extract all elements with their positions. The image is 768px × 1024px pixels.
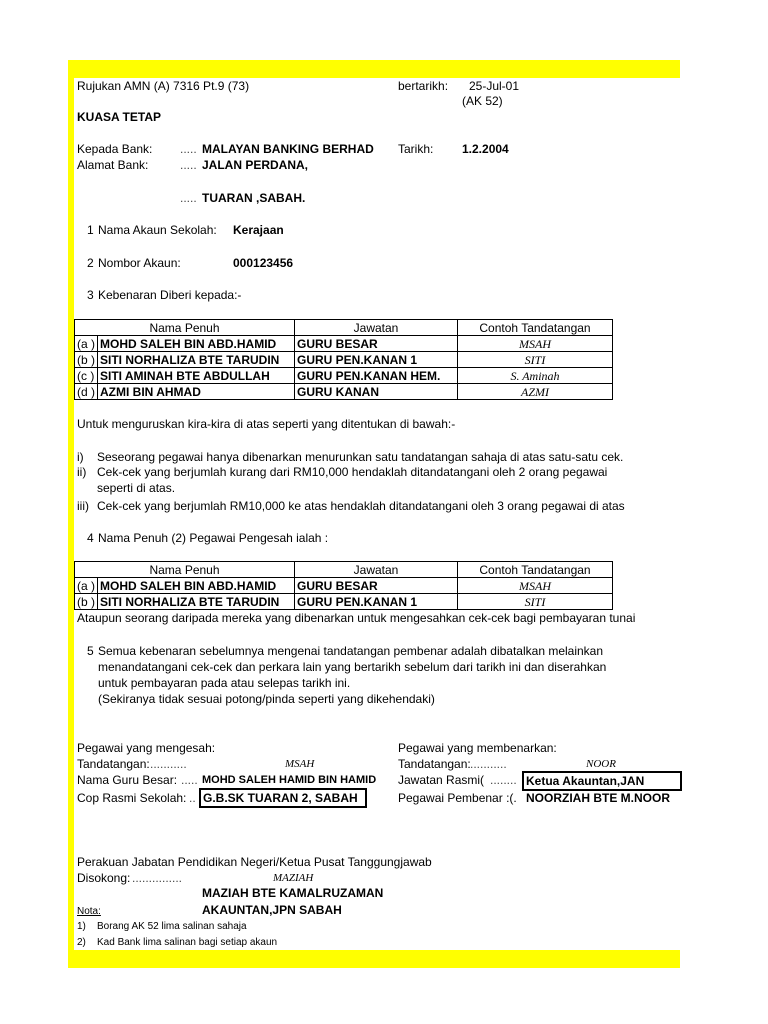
yellow-bottom-bar [68, 950, 680, 968]
position: GURU KANAN [295, 384, 458, 400]
row-index: (a ) [75, 578, 98, 594]
dots: ..... [180, 191, 197, 205]
signature-sample: AZMI [458, 384, 613, 400]
full-name: SITI NORHALIZA BTE TARUDIN [98, 352, 295, 368]
item-number: 2 [87, 256, 94, 270]
signature-sample: MSAH [458, 336, 613, 352]
position: GURU BESAR [295, 336, 458, 352]
signature-sample: SITI [458, 594, 613, 610]
verifying-officers-label: Nama Penuh (2) Pegawai Pengesah ialah : [98, 531, 329, 545]
row-index: (c ) [75, 368, 98, 384]
item-number: 1 [87, 223, 94, 237]
endorser-position: AKAUNTAN,JPN SABAH [202, 903, 342, 917]
signature-sample: SITI [458, 352, 613, 368]
item-number: 5 [87, 644, 94, 658]
rule-text: Cek-cek yang berjumlah kurang dari RM10,000 hendaklah ditandatangani oleh 2 orang pegawai [97, 465, 608, 479]
item-number: 4 [87, 531, 94, 545]
column-header: Nama Penuh [75, 320, 295, 336]
signature: MAZIAH [273, 872, 314, 884]
account-name-label: Nama Akaun Sekolah: [98, 223, 217, 237]
rule-text: Cek-cek yang berjumlah RM10,000 ke atas hendaklah ditandatangani oleh 3 orang pegawai di atas [97, 499, 625, 513]
authorization-label: Kebenaran Diberi kepada:- [98, 288, 242, 302]
position: GURU BESAR [295, 578, 458, 594]
notes-label: Nota: [77, 906, 101, 917]
column-header: Jawatan [295, 320, 458, 336]
verifying-officer-heading: Pegawai yang mengesah: [77, 741, 216, 755]
dots: .. [189, 791, 196, 805]
item5-line: menandatangani cek-cek dan perkara lain yang bertarikh sebelum dari tarikh ini dan diserahkan [98, 660, 607, 674]
supported-label: Disokong: [77, 871, 131, 885]
headmaster-name-label: Nama Guru Besar: [77, 773, 178, 787]
full-name: SITI AMINAH BTE ABDULLAH [98, 368, 295, 384]
signature-label: Tandatangan: [398, 757, 471, 771]
table-header-row [75, 562, 613, 578]
rules-intro: Untuk menguruskan kira-kira di atas seperti yang ditentukan di bawah:- [77, 417, 456, 431]
column-header: Contoh Tandatangan [458, 562, 613, 578]
note-text: Borang AK 52 lima salinan sahaja [97, 921, 247, 932]
rule-text: Seseorang pegawai hanya dibenarkan menurunkan satu tandatangan sahaja di atas satu-satu cek. [97, 450, 624, 464]
dots: ..... [180, 158, 197, 172]
column-header: Contoh Tandatangan [458, 320, 613, 336]
full-name: AZMI BIN AHMAD [98, 384, 295, 400]
account-name-value: Kerajaan [233, 223, 284, 237]
yellow-top-bar [68, 60, 680, 78]
row-index: (b ) [75, 594, 98, 610]
table-row [75, 578, 613, 594]
position: GURU PEN.KANAN HEM. [295, 368, 458, 384]
table-row [75, 336, 613, 352]
full-name: MOHD SALEH BIN ABD.HAMID [98, 578, 295, 594]
signature-sample: S. Aminah [458, 368, 613, 384]
row-index: (b ) [75, 352, 98, 368]
bank-address-line2: TUARAN ,SABAH. [202, 191, 306, 205]
approving-officer-name: NOORZIAH BTE M.NOOR [526, 791, 670, 805]
account-number-value: 000123456 [233, 256, 294, 270]
item5-line: untuk pembayaran pada atau selepas tarikh ini. [98, 676, 351, 690]
full-name: MOHD SALEH BIN ABD.HAMID [98, 336, 295, 352]
dots: ........... [470, 757, 507, 771]
bertarikh-value: 25-Jul-01 [469, 79, 520, 93]
bank-address-line1: JALAN PERDANA, [202, 158, 309, 172]
headmaster-name: MOHD SALEH HAMID BIN HAMID [202, 774, 377, 786]
dots: ........... [150, 757, 187, 771]
bertarikh-label: bertarikh: [398, 79, 449, 93]
rule-text-continued: seperti di atas. [97, 481, 176, 495]
dots: ..... [181, 773, 198, 787]
endorsement-title: Perakuan Jabatan Pendidikan Negeri/Ketua Pusat Tanggungjawab [77, 855, 432, 869]
column-header: Nama Penuh [75, 562, 295, 578]
table-row [75, 368, 613, 384]
approving-officer-heading: Pegawai yang membenarkan: [398, 741, 557, 755]
approving-officer-label: Pegawai Pembenar :(. [398, 791, 517, 805]
verifying-officers-table [74, 561, 613, 610]
reference-number: Rujukan AMN (A) 7316 Pt.9 (73) [77, 79, 250, 93]
signature: MSAH [285, 758, 315, 770]
item5-line: Semua kebenaran sebelumnya mengenai tandatangan pembenar adalah dibatalkan melainkan [98, 644, 604, 658]
rule-number: iii) [77, 499, 89, 513]
yellow-left-bar [68, 60, 74, 968]
position: GURU PEN.KANAN 1 [295, 594, 458, 610]
table-row [75, 594, 613, 610]
note-text: Kad Bank lima salinan bagi setiap akaun [97, 937, 278, 948]
account-number-label: Nombor Akaun: [98, 256, 181, 270]
authorized-signatories-table [74, 319, 613, 400]
signature-sample: MSAH [458, 578, 613, 594]
full-name: SITI NORHALIZA BTE TARUDIN [98, 594, 295, 610]
kepada-bank-label: Kepada Bank: [77, 142, 153, 156]
table-header-row [75, 320, 613, 336]
table-row [75, 384, 613, 400]
tarikh-label: Tarikh: [398, 142, 434, 156]
item5-line: (Sekiranya tidak sesuai potong/pinda seperti yang dikehendaki) [98, 692, 435, 706]
rule-number: ii) [77, 465, 87, 479]
dots: ..... [180, 142, 197, 156]
note-number: 2) [77, 937, 86, 948]
signature: NOOR [586, 758, 616, 770]
ak-code: (AK 52) [462, 94, 503, 108]
dots: ............... [132, 871, 183, 885]
rule-number: i) [77, 450, 84, 464]
item-number: 3 [87, 288, 94, 302]
alamat-bank-label: Alamat Bank: [77, 158, 149, 172]
school-stamp-label: Cop Rasmi Sekolah: [77, 791, 187, 805]
tarikh-value: 1.2.2004 [462, 142, 509, 156]
table-row [75, 352, 613, 368]
document-title: KUASA TETAP [77, 110, 161, 124]
official-position-label: Jawatan Rasmi( [398, 773, 485, 787]
note-number: 1) [77, 921, 86, 932]
school-stamp-box: G.B.SK TUARAN 2, SABAH [199, 788, 367, 808]
ataupun-note: Ataupun seorang daripada mereka yang dibenarkan untuk mengesahkan cek-cek bagi pembayaran tunai [77, 611, 636, 625]
position: GURU PEN.KANAN 1 [295, 352, 458, 368]
signature-label: Tandatangan: [77, 757, 150, 771]
official-position-box: Ketua Akauntan,JAN [522, 771, 682, 791]
row-index: (a ) [75, 336, 98, 352]
column-header: Jawatan [295, 562, 458, 578]
bank-name: MALAYAN BANKING BERHAD [202, 142, 374, 156]
dots: ........ [490, 773, 517, 787]
row-index: (d ) [75, 384, 98, 400]
endorser-name: MAZIAH BTE KAMALRUZAMAN [202, 886, 384, 900]
